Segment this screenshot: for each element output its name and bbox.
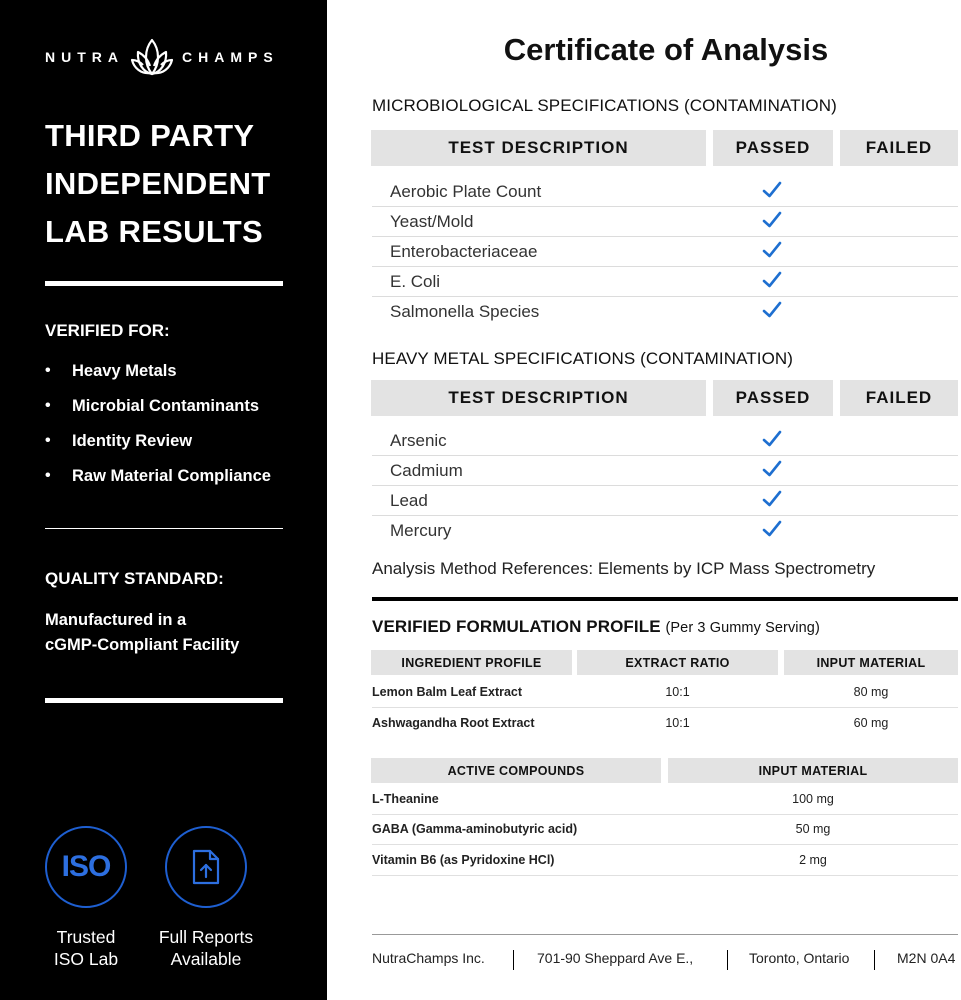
table-row: [372, 815, 958, 845]
compounds-col-name: ACTIVE COMPOUNDS: [371, 758, 661, 783]
page-title: Certificate of Analysis: [503, 32, 829, 67]
metals-col-description: TEST DESCRIPTION: [371, 380, 706, 416]
list-item-label: Microbial Contaminants: [72, 397, 260, 415]
lotus-logo-icon: [130, 36, 174, 78]
table-row: [372, 678, 958, 708]
footer-address: 701-90 Sheppard Ave E.,: [537, 950, 694, 966]
footer-city: Toronto, Ontario: [749, 950, 850, 966]
input-material: 2 mg: [799, 853, 827, 867]
formulation-title: VERIFIED FORMULATION PROFILE: [372, 617, 661, 636]
list-item-label: Heavy Metals: [72, 362, 177, 380]
table-row: [372, 846, 958, 876]
quality-text-line: cGMP-Compliant Facility: [45, 636, 240, 654]
headline-line: THIRD PARTY: [45, 118, 255, 153]
list-item: [45, 395, 271, 430]
passed-check-icon: [762, 460, 782, 478]
divider: [45, 281, 283, 286]
metals-col-passed: PASSED: [713, 380, 833, 416]
table-row: [372, 785, 958, 815]
compound-name: L-Theanine: [372, 792, 439, 806]
reports-badge-caption: [146, 926, 266, 970]
metals-col-failed: FAILED: [840, 380, 958, 416]
table-row: [372, 297, 958, 327]
formulation-col-ingredient: INGREDIENT PROFILE: [371, 650, 572, 675]
micro-col-passed: PASSED: [713, 130, 833, 166]
table-row: [372, 426, 958, 456]
ingredient-name: Ashwagandha Root Extract: [372, 716, 535, 730]
bullet-icon: •: [45, 397, 51, 414]
document-upload-icon: [191, 849, 221, 885]
table-row: [372, 267, 958, 297]
brand-logo: [45, 36, 279, 78]
input-material: 80 mg: [853, 685, 889, 699]
list-item-label: Raw Material Compliance: [72, 467, 271, 485]
table-row: [372, 516, 958, 546]
test-name: Arsenic: [390, 431, 447, 450]
caption-line: Trusted: [56, 927, 116, 947]
footer-separator: [874, 950, 875, 970]
bullet-icon: •: [45, 467, 51, 484]
verified-label: VERIFIED FOR:: [45, 321, 170, 340]
divider: [45, 528, 283, 529]
formulation-heading: [372, 617, 820, 637]
test-name: Yeast/Mold: [390, 212, 474, 231]
passed-check-icon: [762, 520, 782, 538]
test-name: Aerobic Plate Count: [390, 182, 542, 201]
bullet-icon: •: [45, 432, 51, 449]
reports-badge: [165, 826, 247, 908]
table-row: [372, 177, 958, 207]
micro-heading: MICROBIOLOGICAL SPECIFICATIONS (CONTAMINATION): [372, 96, 837, 115]
micro-col-failed: FAILED: [840, 130, 958, 166]
table-row: [372, 709, 958, 739]
headline-line: INDEPENDENT: [45, 166, 271, 201]
test-name: Cadmium: [390, 461, 463, 480]
ingredient-name: Lemon Balm Leaf Extract: [372, 685, 523, 699]
verified-list: [45, 360, 271, 500]
footer-company: NutraChamps Inc.: [372, 950, 485, 966]
list-item: [45, 465, 271, 500]
test-name: Salmonella Species: [390, 302, 540, 321]
footer-divider: [372, 934, 958, 935]
quality-label: QUALITY STANDARD:: [45, 569, 224, 588]
test-name: Lead: [390, 491, 428, 510]
divider: [45, 698, 283, 703]
table-row: [372, 456, 958, 486]
extract-ratio: 10:1: [665, 685, 690, 699]
input-material: 60 mg: [853, 716, 889, 730]
passed-check-icon: [762, 301, 782, 319]
caption-line: ISO Lab: [53, 949, 119, 969]
iso-icon: ISO: [61, 850, 111, 883]
list-item-label: Identity Review: [72, 432, 193, 450]
input-material: 100 mg: [792, 792, 834, 806]
formulation-col-input: INPUT MATERIAL: [784, 650, 958, 675]
footer-separator: [727, 950, 728, 970]
sidebar: [0, 0, 327, 1000]
quality-text: [45, 608, 239, 658]
list-item: [45, 360, 271, 395]
formulation-subtitle: (Per 3 Gummy Serving): [665, 620, 820, 636]
bullet-icon: •: [45, 362, 51, 379]
test-name: Mercury: [390, 521, 452, 540]
passed-check-icon: [762, 490, 782, 508]
analysis-method: Analysis Method References: Elements by ICP Mass Spectrometry: [372, 559, 876, 578]
quality-text-line: Manufactured in a: [45, 611, 187, 629]
brand-word-right: CHAMPS: [182, 49, 279, 65]
divider: [372, 597, 958, 601]
caption-line: Full Reports: [158, 927, 254, 947]
table-row: [372, 237, 958, 267]
metals-heading: HEAVY METAL SPECIFICATIONS (CONTAMINATION): [372, 349, 794, 368]
formulation-col-ratio: EXTRACT RATIO: [577, 650, 778, 675]
extract-ratio: 10:1: [665, 716, 690, 730]
sidebar-headline: [45, 112, 271, 256]
table-row: [372, 486, 958, 516]
caption-line: Available: [170, 949, 242, 969]
passed-check-icon: [762, 181, 782, 199]
iso-badge: [45, 826, 127, 908]
compound-name: GABA (Gamma-aminobutyric acid): [372, 822, 578, 836]
iso-badge-caption: [36, 926, 136, 970]
test-name: E. Coli: [390, 272, 441, 291]
compounds-col-input: INPUT MATERIAL: [668, 758, 958, 783]
compound-name: Vitamin B6 (as Pyridoxine HCl): [372, 853, 555, 867]
passed-check-icon: [762, 430, 782, 448]
input-material: 50 mg: [795, 822, 831, 836]
passed-check-icon: [762, 271, 782, 289]
micro-col-description: TEST DESCRIPTION: [371, 130, 706, 166]
passed-check-icon: [762, 241, 782, 259]
footer-postal: M2N 0A4: [897, 950, 956, 966]
passed-check-icon: [762, 211, 782, 229]
brand-word-left: NUTRA: [45, 49, 124, 65]
test-name: Enterobacteriaceae: [390, 242, 538, 261]
table-row: [372, 207, 958, 237]
headline-line: LAB RESULTS: [45, 214, 263, 249]
list-item: [45, 430, 271, 465]
footer-separator: [513, 950, 514, 970]
